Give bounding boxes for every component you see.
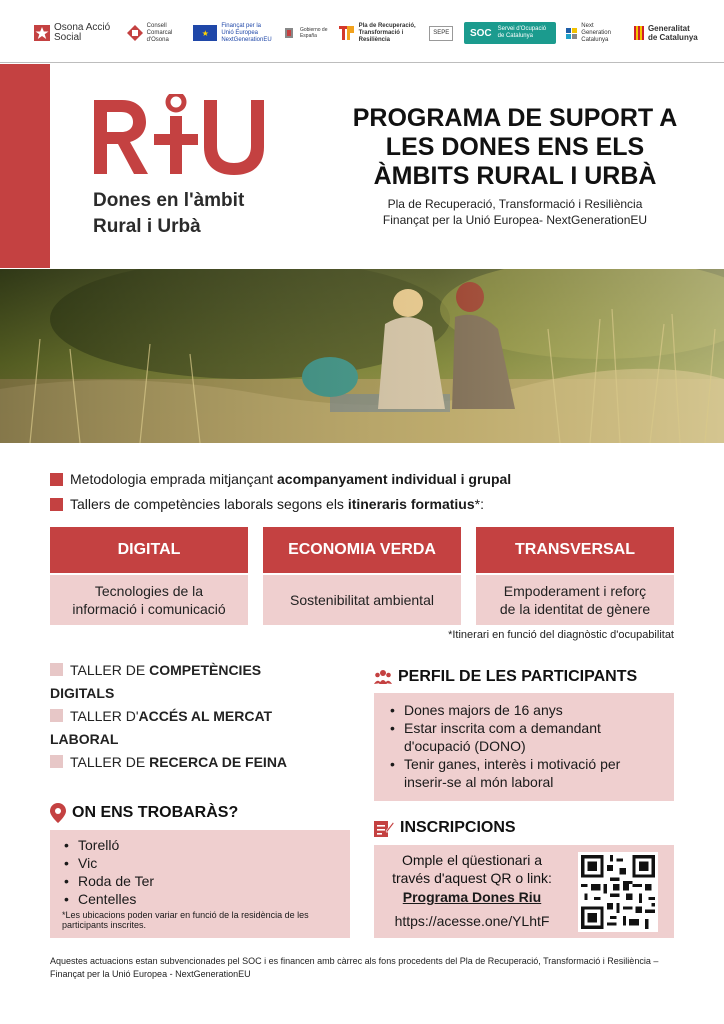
ngc-logo-text: Next Generation Catalunya [581,22,611,43]
logo-bar [0,0,724,66]
riu-logo-subtitle [93,188,244,240]
bullet-workshops-bold: itineraris formatius [347,496,475,512]
workshop-name: RECERCA DE FEINA [149,754,288,770]
list-item: • Torelló [62,836,340,854]
soc-logo [464,22,556,44]
form-edit-icon [374,819,394,837]
eu-logo-text: Finançat per la Unió Europea NextGenerationEU [221,22,272,43]
ministerio-logo [282,26,328,40]
generalitat-logo [634,24,698,42]
itinerary-description [476,575,674,625]
riu-subtitle-line-2: Rural i Urbà [93,216,201,237]
workshop-name: ACCÉS AL MERCAT LABORAL [50,708,273,747]
riu-subtitle-line-1: Dones en l'àmbit [93,190,245,211]
workshop-item [50,705,320,751]
workshop-prefix: TALLER DE [70,662,150,678]
subtitle-line-1: Pla de Recuperació, Transformació i Resiliència [387,197,643,211]
list-item: • Roda de Ter [62,872,340,890]
senyera-icon [634,26,644,40]
location-note: *Les ubicacions poden variar en funció de la residència de les participants inscrites. [62,910,309,930]
page-subtitle [352,196,678,228]
list-item: • Dones majors de 16 anys [388,701,664,719]
itinerary-desc-line-2: informació i comunicació [72,601,226,617]
next-generation-catalunya-logo [566,23,623,44]
itinerary-desc-line-1: Sostenibilitat ambiental [290,592,434,608]
list-item: • Vic [62,854,340,872]
consell-shield-icon [127,25,143,41]
perfil-heading-text: PERFIL DE LES PARTICIPANTS [398,668,638,685]
consell-comarcal-logo [127,23,183,44]
pink-square-icon [50,663,63,676]
location-heading-text: ON ENS TROBARÀS? [72,804,239,821]
perfil-list [388,701,664,791]
workshop-prefix: TALLER DE [70,754,150,770]
list-item: • Tenir ganes, interès i motivació per inserir-se al món laboral [388,755,664,791]
soc-logo-subtext: Servei d'Ocupació de Catalunya [497,26,547,39]
eu-flag-icon: ★ [193,25,217,41]
itinerary-title: DIGITAL [50,527,248,573]
consell-logo-text: Consell Comarcal d'Osona [146,22,173,43]
perfil-box [374,693,674,801]
workshop-name: COMPETÈNCIES DIGITALS [50,662,262,701]
spain-crest-icon [282,26,296,40]
osona-star-icon [34,25,50,41]
bullet-methodology-pre: Metodologia emprada mitjançant [70,471,278,487]
qr-code[interactable] [578,852,658,932]
itinerary-desc-line-1: Tecnologies de la [94,583,204,599]
itinerary-card-transversal [476,527,674,625]
registration-url[interactable]: https://acesse.one/YLhtF [394,913,550,929]
red-square-icon [50,473,63,486]
location-heading [50,803,238,823]
location-list [62,836,340,908]
pink-square-icon [50,755,63,768]
itinerary-title: TRANSVERSAL [476,527,674,573]
bullet-methodology-bold: acompanyament individual i grupal [277,471,512,487]
bullet-methodology-text [70,470,511,488]
list-item: • Estar inscrita com a demandant d'ocupació (DONO) [388,719,664,755]
inscripcions-box [374,845,674,938]
ngc-squares-icon [566,28,577,39]
soc-logo-text: SOC [469,27,492,39]
location-box [50,830,350,938]
eu-logo [193,23,271,44]
women-in-meadow-photo [0,269,724,443]
page-title: PROGRAMA DE SUPORT A LES DONES ENS ELS ÀMBITS RURAL I URBÀ [352,104,678,190]
top-divider [0,62,724,63]
itinerary-title: ECONOMIA VERDA [263,527,461,573]
list-item: • Centelles [62,890,340,908]
itinerary-description [263,575,461,625]
itinerary-desc-line-1: Empoderament i reforç [503,583,647,599]
perfil-heading [374,668,637,686]
inscripcions-heading-text: INSCRIPCIONS [400,819,516,836]
prtr-logo [339,23,419,44]
itinerary-card-economia-verda [263,527,461,625]
workshop-item [50,659,320,705]
osona-logo-text: Osona Acció Social [54,22,111,43]
prtr-logo-text: Pla de Recuperació, Transformació i Resiliència [358,22,416,43]
bullet-workshops-post: *: [474,496,484,512]
registration-link[interactable]: Programa Dones Riu [402,889,542,905]
sepe-logo [429,26,453,41]
itinerary-description [50,575,248,625]
inscripcions-heading [374,819,516,837]
inscripcions-instructions: Omple el qüestionari a través d'aquest QR o link: [392,852,552,886]
ministerio-logo-text: Gobierno de España [299,27,328,39]
workshop-prefix: TALLER D' [70,708,139,724]
generalitat-logo-text: Generalitat de Catalunya [647,24,698,42]
osona-logo [34,23,116,43]
people-icon [374,669,392,685]
bullet-workshops-text [70,495,484,513]
itinerary-desc-line-2: de la identitat de gènere [499,601,651,617]
footer-funding-note: Aquestes actuacions estan subvencionades pel SOC i es financen amb càrrec als fons procedents del Pla de Recuperació, Transformació i Resiliència – Finançat per la Unió Europea - NextGenerationEU [50,956,659,979]
sepe-logo-text: SEPE [429,26,453,41]
location-pin-icon [50,803,66,823]
subtitle-line-2: Finançat per la Unió Europea- NextGenerationEU [382,213,648,227]
bullet-workshops [50,495,484,513]
itinerary-footnote: *Itinerari en funció del diagnòstic d'ocupabilitat [448,629,674,641]
red-side-strip [0,64,50,268]
red-square-icon [50,498,63,511]
pink-square-icon [50,709,63,722]
bullet-methodology [50,470,511,488]
prtr-icon [339,25,355,41]
riu-logo [92,94,267,176]
workshop-item [50,751,320,774]
itinerary-card-digital [50,527,248,625]
bullet-workshops-pre: Tallers de competències laborals segons els [70,496,348,512]
